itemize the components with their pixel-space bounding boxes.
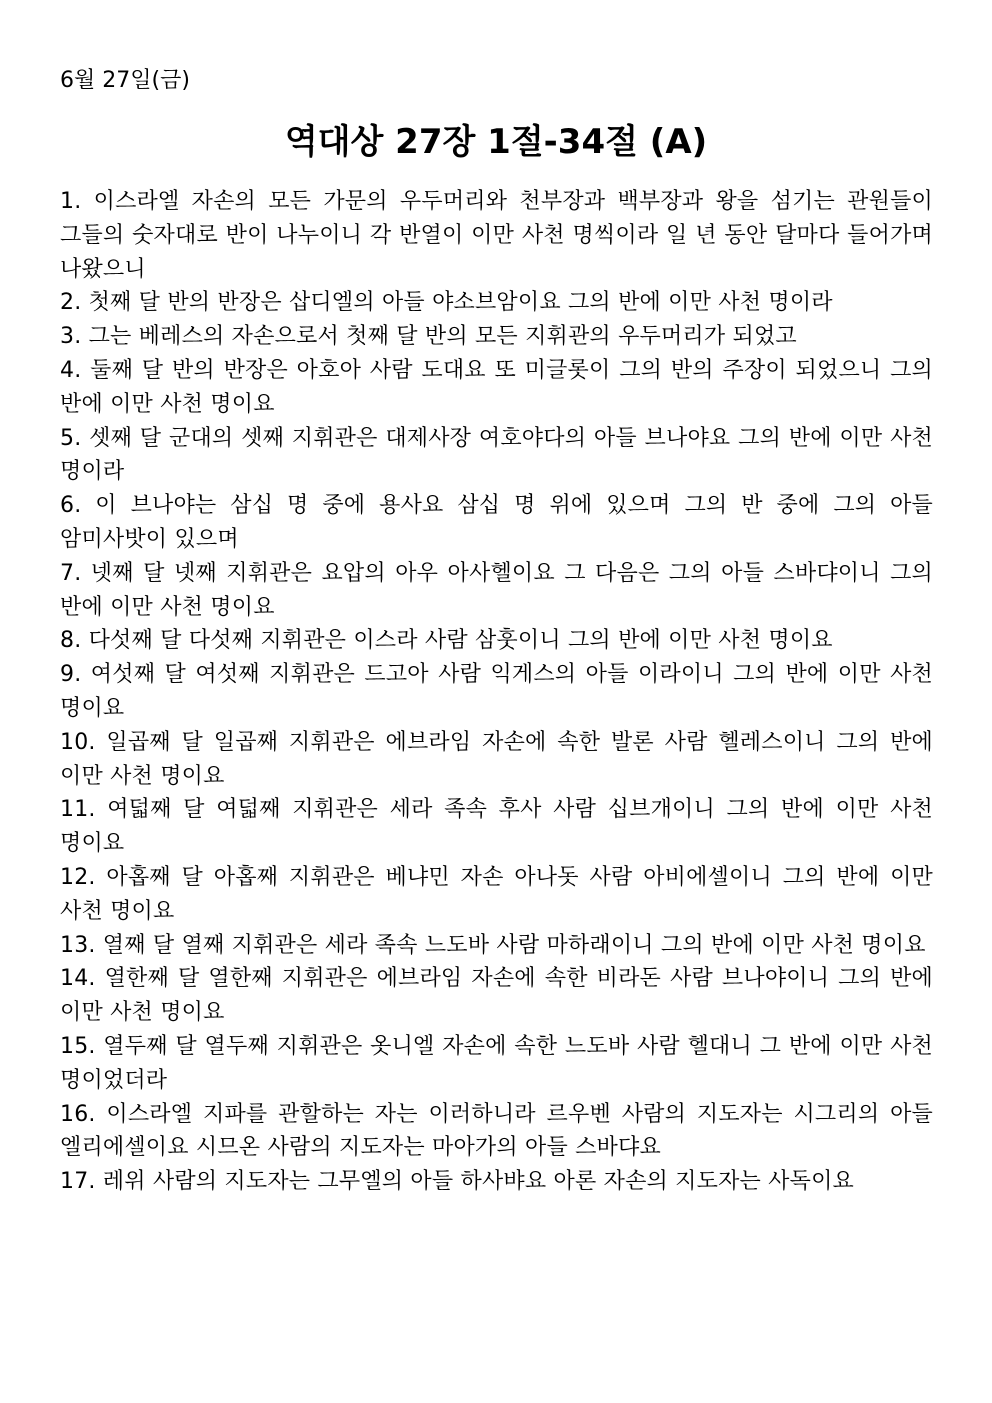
verse-5: 5. 셋째 달 군대의 셋째 지휘관은 대제사장 여호야다의 아들 브나야요 그의 반에 이만 사천 명이라 xyxy=(60,425,933,485)
verse-16: 16. 이스라엘 지파를 관할하는 자는 이러하니라 르우벤 사람의 지도자는 시그리의 아들 엘리에셀이요 시므온 사람의 지도자는 마아가의 아들 스바댜요 xyxy=(60,1101,933,1161)
verse-10: 10. 일곱째 달 일곱째 지휘관은 에브라임 자손에 속한 발론 사람 헬레스이니 그의 반에 이만 사천 명이요 xyxy=(60,729,933,789)
verse-15: 15. 열두째 달 열두째 지휘관은 옷니엘 자손에 속한 느도바 사람 헬대니 그 반에 이만 사천 명이었더라 xyxy=(60,1033,933,1093)
verse-list xyxy=(60,185,933,1199)
verse-8: 8. 다섯째 달 다섯째 지휘관은 이스라 사람 삼훗이니 그의 반에 이만 사천 명이요 xyxy=(60,628,833,654)
verse-11: 11. 여덟째 달 여덟째 지휘관은 세라 족속 후사 사람 십브개이니 그의 반에 이만 사천 명이요 xyxy=(60,797,933,857)
verse-4: 4. 둘째 달 반의 반장은 아호아 사람 도대요 또 미글롯이 그의 반의 주장이 되었으니 그의 반에 이만 사천 명이요 xyxy=(60,357,933,417)
verse-6: 6. 이 브나야는 삼십 명 중에 용사요 삼십 명 위에 있으며 그의 반 중에 그의 아들 암미사밧이 있으며 xyxy=(60,493,933,552)
verse-13: 13. 열째 달 열째 지휘관은 세라 족속 느도바 사람 마하래이니 그의 반에 이만 사천 명이요 xyxy=(60,932,926,958)
verse-1: 1. 이스라엘 자손의 모든 가문의 우두머리와 천부장과 백부장과 왕을 섬기는 관원들이 그들의 숫자대로 반이 나누이니 각 반열이 이만 사천 명씩이라 일 년 동안 달마다 들어가며 나왔으니 xyxy=(60,189,933,282)
verse-3: 3. 그는 베레스의 자손으로서 첫째 달 반의 모든 지휘관의 우두머리가 되었고 xyxy=(60,324,797,350)
verse-2: 2. 첫째 달 반의 반장은 삽디엘의 아들 야소브암이요 그의 반에 이만 사천 명이라 xyxy=(60,290,833,316)
document-title: 역대상 27장 1절-34절 (A) xyxy=(284,122,708,162)
verse-9: 9. 여섯째 달 여섯째 지휘관은 드고아 사람 익게스의 아들 이라이니 그의 반에 이만 사천 명이요 xyxy=(60,662,933,721)
date-header: 6월 27일(금) xyxy=(60,68,190,93)
verse-7: 7. 넷째 달 넷째 지휘관은 요압의 아우 아사헬이요 그 다음은 그의 아들 스바댜이니 그의 반에 이만 사천 명이요 xyxy=(60,560,933,620)
verse-12: 12. 아홉째 달 아홉째 지휘관은 베냐민 자손 아나돗 사람 아비에셀이니 그의 반에 이만 사천 명이요 xyxy=(60,864,933,924)
verse-17: 17. 레위 사람의 지도자는 그무엘의 아들 하사뱌요 아론 자손의 지도자는 사독이요 xyxy=(60,1169,854,1195)
verse-14: 14. 열한째 달 열한째 지휘관은 에브라임 자손에 속한 비라돈 사람 브나야이니 그의 반에 이만 사천 명이요 xyxy=(60,966,933,1026)
